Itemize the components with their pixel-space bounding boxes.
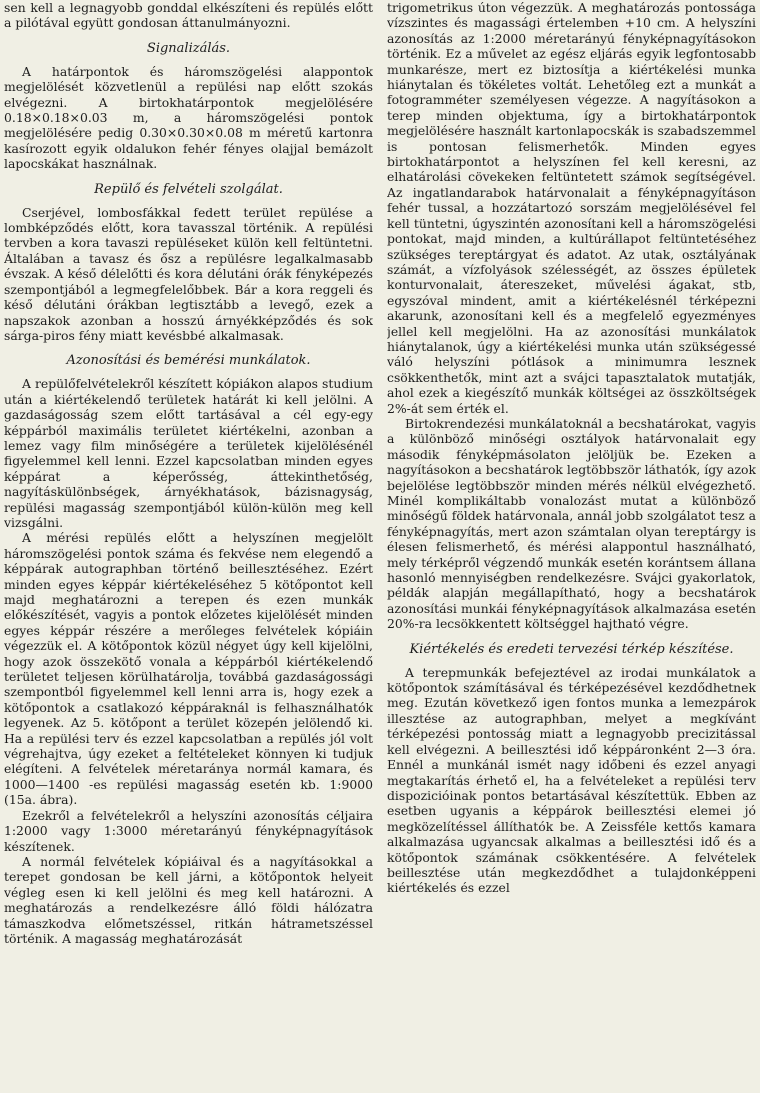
body-paragraph: Cserjével, lombosfákkal fedett terület repülése a lombképződés előtt, kora tavasszal történik. A repülési tervben a kora tavaszi repüléseket külön kell feltüntetni. Általában a tavasz és ősz a repülésre legalkalmasabb évszak. A késő délelőtti és kora délutáni órák fényképezés szempontjából a legmegfelelőbbek. Bár a kora reggeli és késő délutáni órákban legtisztább a levegő, ezek a napszakok azonban a hosszú árnyékképződés és sok sárga-piros fény miatt kevésbbé alkalmasak.	[4, 204, 373, 343]
body-paragraph: A határpontok és háromszögelési alappontok megjelölését közvetlenül a repülési nap előtt szokás elvégezni. A birtokhatárpontok megjelölésére 0.18×0.18×0.03 m, a háromszögelési pontok megjelölésére pedig 0.30×0.30×0.08 m méretű kartonra kasírozott egyik oldalukon fehér fényes olajjal bemázolt lapocskákat használnak.	[4, 63, 373, 172]
body-paragraph: A mérési repülés előtt a helyszínen megjelölt háromszögelési pontok száma és fekvése nem elegendő a képpárak autographban történő beillesztéséhez. Ezért minden egyes képpár kiértékeléséhez 5 kötőpontot kell majd meghatározni a terepen és ezen munkák előkészítését, vagyis a pontok előzetes kijelölését minden egyes képpár részére a merőleges felvételek kópiáin végezzük el. A kötőpontok közül négyet úgy kell kijelölni, hogy azok összekötő vonala a képpárból kiértékelendő területet teljesen körülhatárolja, továbbá gazdaságossági szempontból figyelemmel kell lenni arra is, hogy ezek a kötőpontok a csatlakozó képpáraknál is felhasználhatók legyenek. Az 5. kötőpont a terület közepén jelölendő ki. Ha a repülési terv és ezzel kapcsolatban a repülés jól volt végrehajtva, úgy ezeket a feltételeket könnyen ki tudjuk elégíteni. A felvételek méretaránya normál kamara, és 1000—1400 -es repülési magasság esetén kb. 1:9000 (15a. ábra).	[4, 530, 373, 808]
body-paragraph: A terepmunkák befejeztével az irodai munkálatok a kötőpontok számításával és térképezésével kezdődhetnek meg. Ezután következő igen fontos munka a lemezpárok illesztése az autographban, melyet a megkívánt térképezési pontosság miatt a legnagyobb precizitással kell elvégezni. A beillesztési idő képpáronként 2—3 óra. Ennél a munkánál ismét nagy időbeni és ezzel anyagi megtakarítás érhető el, ha a felvételeket a repülési terv dispozicióinak pontos betartásával készítettük. Ebben az esetben ugyanis a képpárok beillesztési elemei jó megközelítéssel állíthatók be. A Zeissféle kettős kamara alkalmazása ugyancsak alkalmas a beillesztési idő és a kötőpontok számának csökkentésére. A felvételek beillesztése után megkezdődhet a tulajdonképpeni kiértékelés és ezzel	[387, 664, 756, 896]
body-paragraph: A normál felvételek kópiáival és a nagyításokkal a terepet gondosan be kell járni, a kötőpontok helyeit végleg esen ki kell jelölni és meg kell határozni. A meghatározás a rendelkezésre álló földi hálózatra támaszkodva előmetszéssel, ritkán hátrametszéssel történik. A magasság meghatározását	[4, 853, 373, 946]
left-column	[4, 0, 373, 1093]
body-paragraph: trigometrikus úton végezzük. A meghatározás pontossága vízszintes és magassági értelemben +10 cm. A helyszíni azonosítás az 1:2000 méretarányú fényképnagyításokon történik. Ez a művelet az egész eljárás egyik legfontosabb munkarésze, mert ez biztosítja a kiértékelési munka hiánytalan és tökéletes voltát. Lehetőleg ezt a munkát a fotogramméter személyesen végezze. A nagyításokon a terep minden objektuma, így a birtokhatárpontok megjelölésére használt kartonlapocskák is szabadszemmel is pontosan felismerhetők. Minden egyes birtokhatárpontot a helyszínen fel kell keresni, az elhatárolási cövekeken feltüntetett számok segítségével. Az ingatlandarabok határvonalait a fényképnagyításon fehér tussal, a hozzátartozó sorszám megjelölésével fel kell tüntetni, úgyszintén azonosítani kell a háromszögelési pontokat, majd minden, a kultúrállapot feltüntetéséhez szükséges tereptárgyat és adatot. Az utak, osztályának számát, a vízfolyások szélességét, az összes épületek konturvonalait, átereszeket, művelési ágakat, stb, egyszóval mindent, amit a kiértékelésnél térképezni akarunk, azonosítani kell és a megfelelő egyezményes jellel kell megjelölni. Ha az azonosítási munkálatok hiánytalanok, úgy a kiértékelési munka után szükségessé váló helyszíni pótlások a minimumra lesznek csökkenthetők, mint azt a svájci tapasztalatok mutatják, ahol ezek a kiegészítő munkák költségei az összköltségek 2%-át sem érték el.	[387, 0, 756, 416]
section-heading: Signalizálás.	[146, 40, 231, 56]
body-paragraph: Ezekről a felvételekről a helyszíni azonosítás céljaira 1:2000 vagy 1:3000 méretarányú fényképnagyítások készítenek.	[4, 807, 373, 854]
body-paragraph: sen kell a legnagyobb gonddal elkészíteni és repülés előtt a pilótával együtt gondosan áttanulmányozni.	[4, 0, 373, 31]
body-paragraph: Birtokrendezési munkálatoknál a becshatárokat, vagyis a különböző minőségi osztályok határvonalait egy második fényképmásolaton jelöljük be. Ezeken a nagyításokon a becshatárok legtöbbször láthatók, így azok bejelölése legtöbbször minden mérés nélkül elvégezhető. Minél komplikáltabb vonalozást mutat a különböző minőségű földek határvonala, annál jobb szolgálatot tesz a fényképnagyítás, mert azon számtalan olyan tereptárgy is élesen felismerhető, és mérési alappontul használható, mely térképről végzendő munkák esetén korántsem állana hasonló mennyiségben rendelkezésre. Svájci gyakorlatok, példák alapján megállapítható, hogy a becshatárok azonosítási munkái fényképnagyítások alkalmazása esetén 20%-ra lecsökkentett költséggel hajtható végre.	[387, 415, 756, 632]
body-paragraph: A repülőfelvételekről készített kópiákon alapos studium után a kiértékelendő területek határát ki kell jelölni. A gazdaságosság szem előtt tartásával a cél egy-egy képpárból maximális területet kiértékelni, azonban a lemez vagy film minőségére a területek kijelölésénél figyelemmel kell lenni. Ezzel kapcsolatban minden egyes képpárat a képerősség, áttekinthetőség, nagyításkülönbségek, árnyékhatások, bázisnagyság, repülési magasság szempontjából külön-külön meg kell vizsgálni.	[4, 376, 373, 530]
section-heading: Repülő és felvételi szolgálat.	[94, 181, 283, 197]
section-heading: Azonosítási és bemérési munkálatok.	[66, 353, 311, 369]
section-heading: Kiértékelés és eredeti tervezési térkép készítése.	[409, 641, 734, 657]
right-column	[387, 0, 756, 1093]
